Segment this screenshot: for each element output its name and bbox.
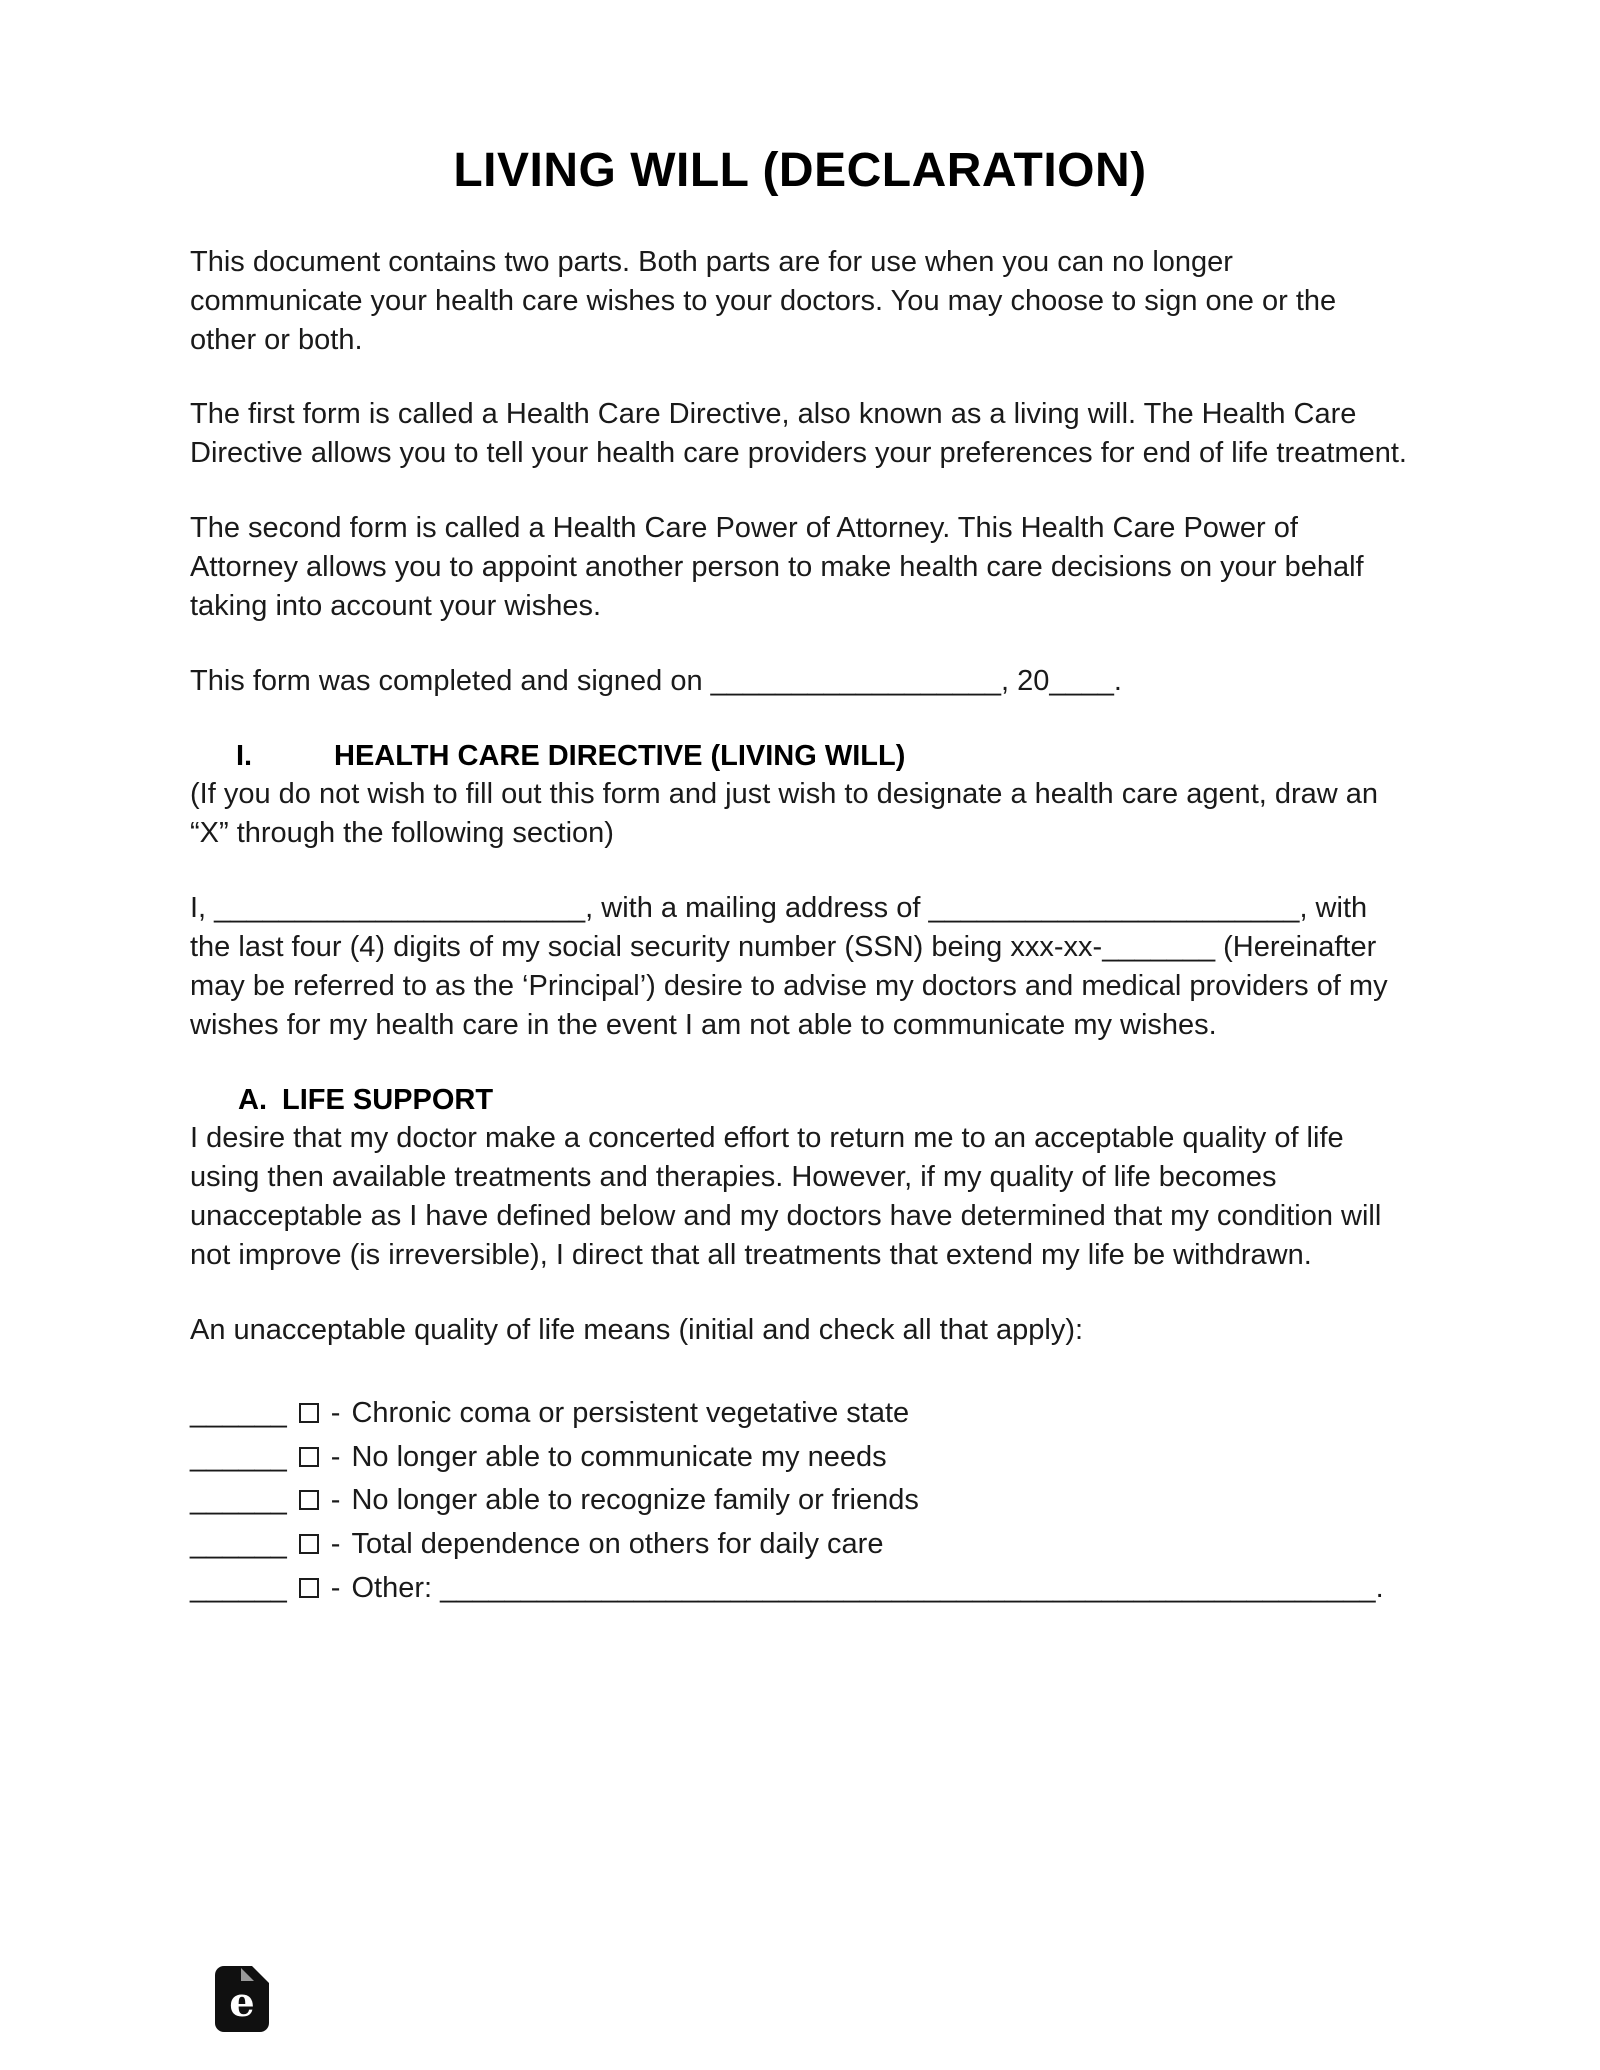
checklist-dash: - — [330, 1396, 341, 1429]
checklist-item-dependence — [190, 1525, 1410, 1564]
checklist-instruction: An unacceptable quality of life means (initial and check all that apply): — [190, 1313, 1084, 1346]
checkbox-icon[interactable] — [299, 1534, 319, 1554]
logo-letter: e — [229, 1978, 255, 2026]
checklist-label: Chronic coma or persistent vegetative state — [351, 1396, 910, 1429]
logo-fold-icon — [252, 1966, 269, 1983]
checklist-label: No longer able to recognize family or friends — [351, 1484, 919, 1517]
checklist-item-coma — [190, 1394, 1410, 1433]
section-1-note: (If you do not wish to fill out this form and just wish to designate a health care agent, draw an “X” through the following section) — [190, 778, 1379, 850]
life-support-paragraph: I desire that my doctor make a concerted effort to return me to an acceptable quality of life using then available treatments and therapies. However, if my quality of life becomes unacceptable as I have defined below and my doctors have determined that my condition will not improve (is irreversible), I direct that all treatments that extend my life be withdrawn. — [190, 1122, 1382, 1271]
signed-year-blank[interactable]: ____ — [1049, 664, 1114, 697]
life-support-letter: A. — [238, 1083, 267, 1116]
signed-date-blank[interactable]: __________________ — [710, 664, 1001, 697]
principal-paragraph — [190, 889, 1410, 1044]
checklist-dash: - — [330, 1528, 341, 1561]
intro-paragraph-2: The first form is called a Health Care Directive, also known as a living will. The Health Care Directive allows you to tell your health care providers your preferences for end of life treatment. — [190, 398, 1407, 470]
signed-on-prefix: This form was completed and signed on — [190, 664, 711, 697]
life-support-title: LIFE SUPPORT — [282, 1083, 494, 1116]
initial-blank[interactable]: ______ — [190, 1528, 287, 1561]
other-blank[interactable]: __________________________________________________________ — [440, 1572, 1376, 1605]
checklist-dash: - — [330, 1440, 341, 1473]
principal-text-3: , with the last four (4) digits of my social security number (SSN) being xxx-xx- — [190, 892, 1368, 963]
principal-name-blank[interactable]: _______________________ — [214, 892, 586, 925]
mailing-address-blank[interactable]: _______________________ — [928, 892, 1300, 925]
checkbox-icon[interactable] — [299, 1490, 319, 1510]
initial-blank[interactable]: ______ — [190, 1484, 287, 1517]
life-support-heading — [190, 1081, 1410, 1120]
initial-blank[interactable]: ______ — [190, 1572, 287, 1605]
quality-of-life-checklist — [190, 1394, 1410, 1608]
checklist-dash: - — [330, 1484, 341, 1517]
ssn-blank[interactable]: _______ — [1102, 930, 1216, 963]
checklist-label: Total dependence on others for daily care — [351, 1528, 884, 1561]
checklist-item-communicate — [190, 1438, 1410, 1477]
intro-paragraph-1: This document contains two parts. Both parts are for use when you can no longer communicate your health care wishes to your doctors. You may choose to sign one or the other or both. — [190, 245, 1337, 356]
checkbox-icon[interactable] — [299, 1578, 319, 1598]
checklist-item-recognize — [190, 1481, 1410, 1520]
principal-text-4: (Hereinafter may be referred to as the ‘Principal’) desire to advise my doctors and medical providers of my wishes for my health care in the event I am not able to communicate my wishes. — [190, 930, 1388, 1041]
section-1-number: I. — [236, 739, 253, 772]
checklist-dash: - — [330, 1572, 341, 1605]
intro-paragraph-3: The second form is called a Health Care Power of Attorney. This Health Care Power of Attorney allows you to appoint another person to make health care decisions on your behalf taking into account your wishes. — [190, 512, 1364, 622]
checkbox-icon[interactable] — [299, 1403, 319, 1423]
checklist-label: Other: — [351, 1572, 441, 1605]
document-title: LIVING WILL (DECLARATION) — [453, 144, 1147, 197]
checklist-item-other — [190, 1569, 1410, 1608]
eforms-logo — [215, 1966, 269, 2032]
signed-on-mid: , 20 — [1000, 664, 1050, 697]
principal-text-2: , with a mailing address of — [585, 892, 929, 925]
signed-on-line — [190, 662, 1410, 701]
section-1-heading — [190, 737, 1410, 776]
principal-text-1: I, — [190, 892, 215, 925]
checkbox-icon[interactable] — [299, 1447, 319, 1467]
signed-on-suffix: . — [1113, 664, 1122, 697]
other-suffix: . — [1375, 1572, 1384, 1605]
checklist-label: No longer able to communicate my needs — [351, 1440, 887, 1473]
initial-blank[interactable]: ______ — [190, 1396, 287, 1429]
initial-blank[interactable]: ______ — [190, 1440, 287, 1473]
section-1-title: HEALTH CARE DIRECTIVE (LIVING WILL) — [334, 739, 906, 772]
